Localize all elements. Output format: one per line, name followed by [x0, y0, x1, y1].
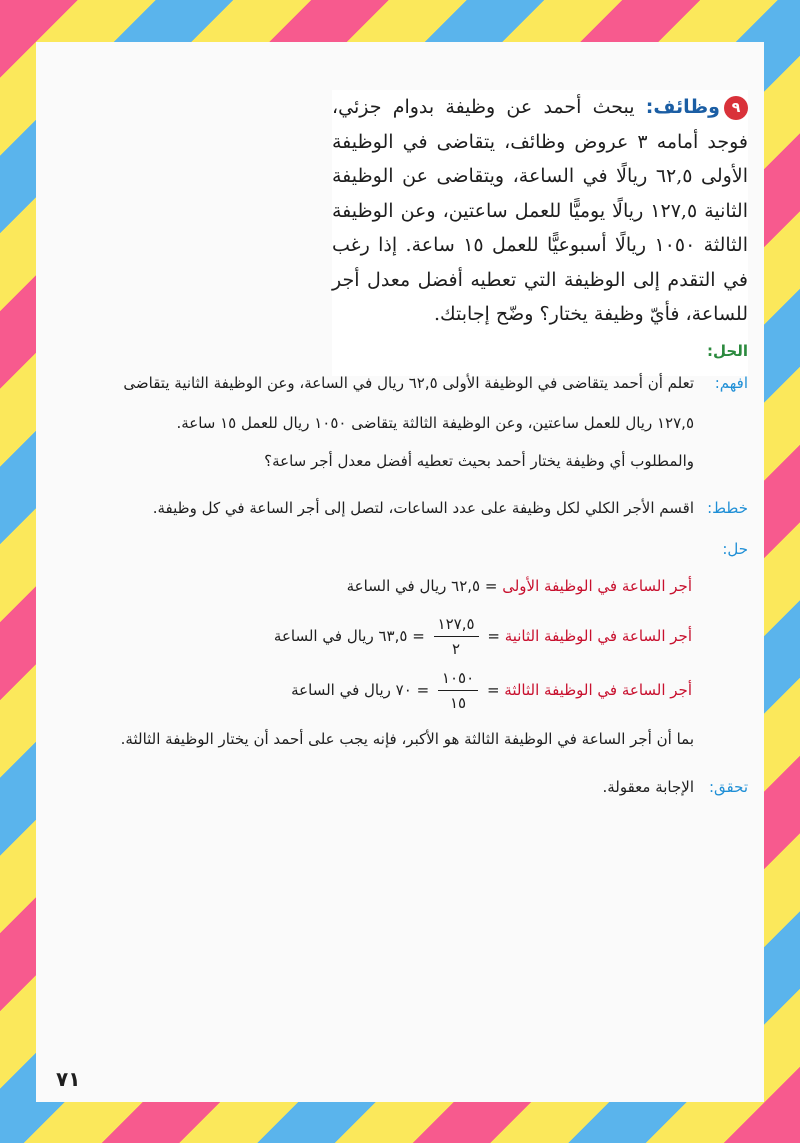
conclusion: بما أن أجر الساعة في الوظيفة الثالثة هو الأكبر، فإنه يجب على أحمد أن يختار الوظيفة الثالثة.	[120, 730, 694, 748]
problem-number: ٩	[724, 96, 748, 120]
understand-line-3: والمطلوب أي وظيفة يختار أحمد بحيث تعطيه أفضل معدل أجر ساعة؟	[264, 452, 694, 470]
equation-3-label: أجر الساعة في الوظيفة الثالثة	[504, 681, 692, 699]
solve-label: حل:	[722, 540, 748, 558]
understand-line-2: ١٢٧,٥ ريال للعمل ساعتين، وعن الوظيفة الثالثة يتقاضى ١٠٥٠ ريال للعمل ١٥ ساعة.	[176, 414, 694, 432]
equation-2-fraction	[434, 612, 479, 661]
equation-2-label: أجر الساعة في الوظيفة الثانية	[504, 627, 692, 645]
plan-text: اقسم الأجر الكلي لكل وظيفة على عدد الساعات، لتصل إلى أجر الساعة في كل وظيفة.	[152, 499, 694, 517]
equation-3-result: = ٧٠ ريال في الساعة	[291, 681, 430, 699]
equation-3-denominator: ١٥	[449, 694, 467, 712]
equation-2-result: = ٦٣,٥ ريال في الساعة	[273, 627, 425, 645]
equation-3: أجر الساعة في الوظيفة الثالثة = $\frac{١٠٥٠}{١٥}$ = ٧٠ ريال في الساعة	[291, 666, 692, 715]
check-text: الإجابة معقولة.	[602, 778, 694, 796]
plan-label: خطط:	[707, 499, 748, 517]
understand-line-1: تعلم أن أحمد يتقاضى في الوظيفة الأولى ٦٢,٥ ريال في الساعة، وعن الوظيفة الثانية يتقاضى	[123, 374, 694, 392]
problem-keyword: وظائف:	[645, 96, 720, 118]
check-label: تحقق:	[708, 778, 748, 796]
equation-3-numerator: ١٠٥٠	[438, 666, 478, 691]
equation-2: أجر الساعة في الوظيفة الثانية = $\frac{١٢٧,٥}{٢}$ = ٦٣,٥ ريال في الساعة	[274, 612, 692, 661]
page	[36, 42, 764, 1102]
problem-box	[332, 90, 748, 376]
equation-1-result: = ٦٢,٥ ريال في الساعة	[346, 577, 498, 595]
understand-label: افهم:	[714, 374, 748, 392]
equation-1	[347, 577, 692, 595]
equation-1-label: أجر الساعة في الوظيفة الأولى	[502, 577, 692, 595]
problem-text: يبحث أحمد عن وظيفة بدوام جزئي، فوجد أمامه ٣ عروض وظائف، يتقاضى في الوظيفة الأولى ٦٢,٥ ريالًا في الساعة، ويتقاضى عن الوظيفة الثانية ١٢٧,٥ ريالًا يوميًّا للعمل ساعتين، وعن الوظيفة الثالثة ١٠٥٠ ريالًا أسبوعيًّا للعمل ١٥ ساعة. إذا رغب في التقدم إلى الوظيفة التي تعطيه أفضل معدل أجر للساعة، فأيّ وظيفة يختار؟ وضّح إجابتك.	[332, 96, 748, 325]
equation-2-numerator: ١٢٧,٥	[434, 612, 479, 637]
page-number: ٧١	[56, 1067, 81, 1091]
equation-2-denominator: ٢	[452, 640, 461, 658]
solution-heading: الحل:	[707, 342, 748, 360]
equation-3-fraction	[438, 666, 478, 715]
